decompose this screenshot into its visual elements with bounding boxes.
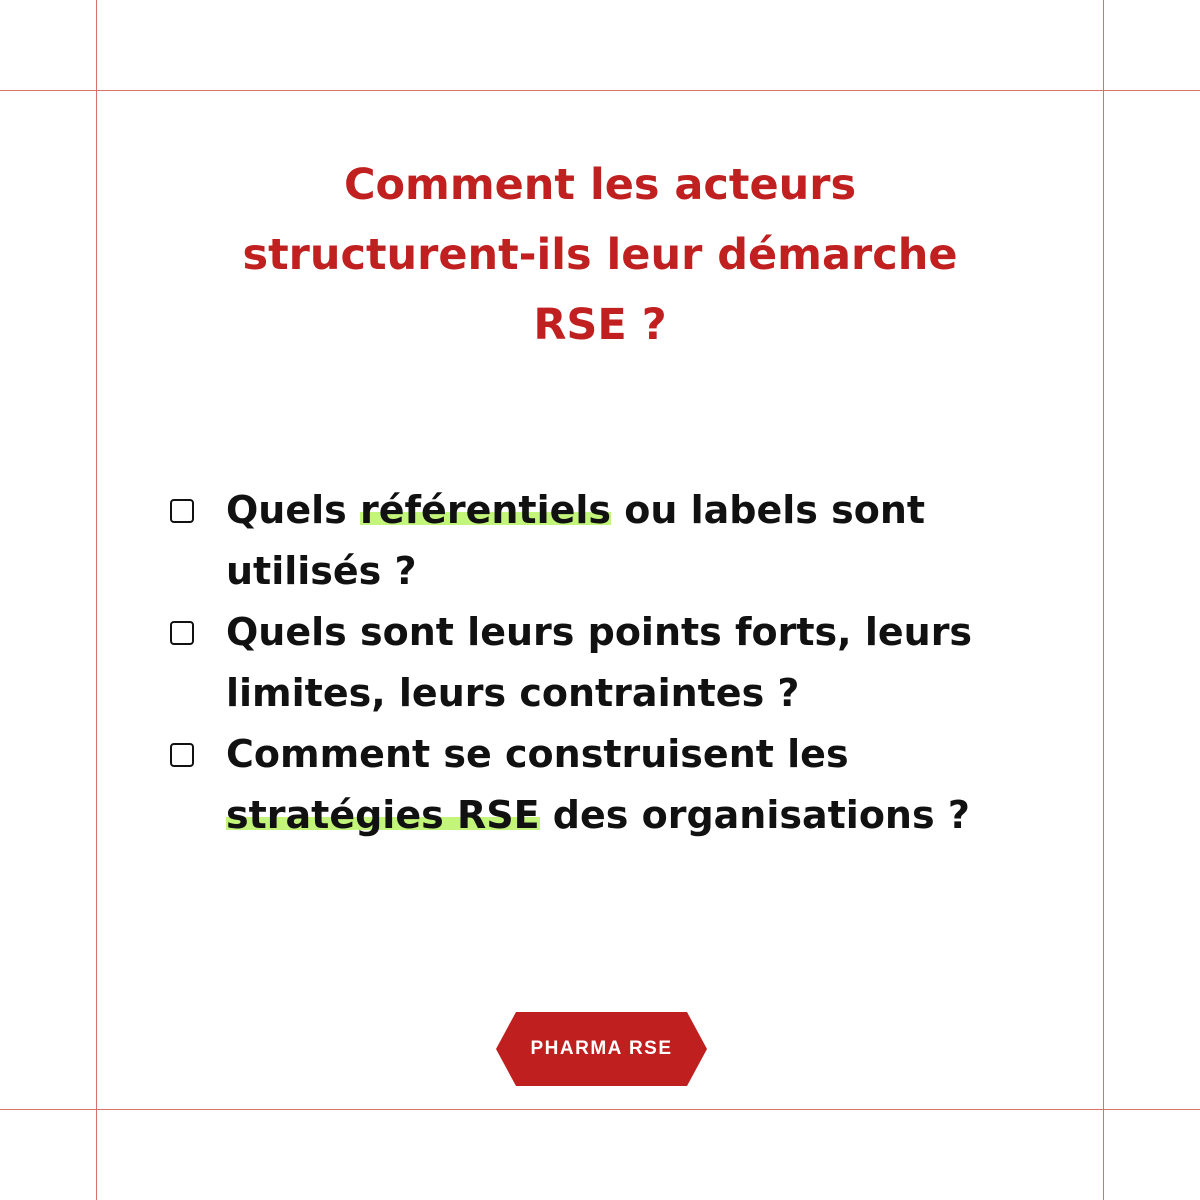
pharma-rse-logo [496,1012,707,1086]
checklist-item-text [226,480,1050,602]
checkbox[interactable] [170,621,194,645]
item-text-end: des organisations ? [539,793,970,837]
checklist-item-referentiels [170,480,1050,602]
item-text-end: ou labels sont utilisés ? [226,488,926,593]
item-text-start: Comment se construisent les [226,732,849,776]
checklist-item-text: Quels sont leurs points forts, leurs limites, leurs contraintes ? [226,610,973,715]
highlighted-term: stratégies RSE [226,793,540,837]
title-line-2: structurent-ils leur démarche [242,230,958,280]
guide-line-top [0,90,1200,91]
question-checklist [170,480,1050,846]
guide-line-right [1103,0,1104,1200]
checklist-item-strategies [170,724,1050,846]
highlighted-term: référentiels [360,488,612,532]
checklist-item-text [226,724,1050,846]
title-line-3: RSE ? [533,300,667,350]
item-text-start: Quels [226,488,361,532]
guide-line-bottom [0,1109,1200,1110]
page-title [150,150,1050,360]
guide-line-left [96,0,97,1200]
checkbox[interactable] [170,743,194,767]
checkbox[interactable] [170,499,194,523]
logo-text: PHARMA RSE [530,1038,673,1059]
checklist-item-points-forts [170,602,1050,724]
title-line-1: Comment les acteurs [343,160,857,210]
